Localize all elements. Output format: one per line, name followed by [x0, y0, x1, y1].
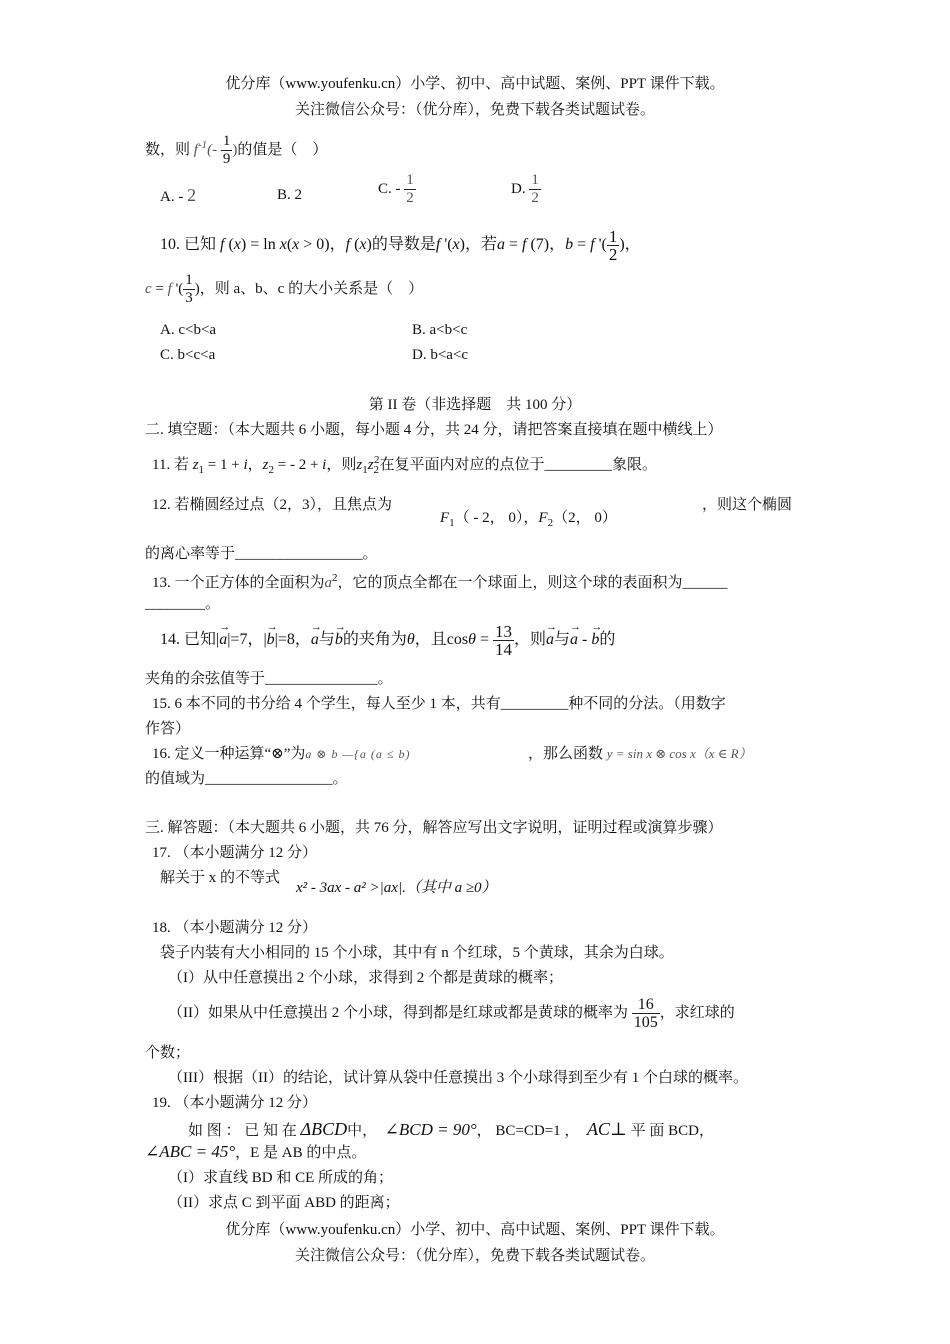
q16-stem-line1: 16. 定义一种运算“⊗”为a ⊗ b —{a (a ≤ b)	[152, 746, 411, 762]
q17-inequality: x² - 3ax - a² >|ax|.（其中 a ≥0）	[296, 880, 497, 896]
q14-stem-line1: 14. 已知|→ a|=7，|→ b|=8，→ a与→ b的夹角为θ，且cosθ = $\frac{13}{14}$ ，则→ a与→ a - → b的	[160, 620, 615, 660]
q19-stem-line1: 如 图 ： 已 知 在 ΔBCD中， ∠BCD = 90°， BC=CD=1 ， AC⊥ 平 面 BCD，	[188, 1119, 714, 1139]
q18-part2: （II）如果从中任意摸出 2 个小球，得到都是红球或都是黄球的概率为 $\frac{16}{105}$ ，求红球的	[168, 996, 735, 1032]
q12-stem-line1: 12. 若椭圆经过点（2，3），且焦点为	[152, 497, 393, 513]
part2-title: 第 II 卷（非选择题 共 100 分）	[368, 397, 582, 413]
header-line-1: 优分库（www.youfenku.cn）小学、初中、高中试题、案例、PPT 课件下载。	[225, 76, 725, 92]
q10-option-c: C. b<c<a	[160, 347, 216, 363]
q9-option-c: C. - $\frac{1}{2}$	[378, 172, 414, 206]
q18-label: 18. （本小题满分 12 分）	[152, 920, 318, 936]
q10-label: 10. 已知	[160, 236, 217, 254]
q15-stem-line2: 作答）	[145, 721, 191, 737]
q9-stem: 数，则 $f^{-1}(-$ $\frac{1}{9}$ )的值是（ ）	[145, 133, 328, 168]
q9-suffix: 的值是（ ）	[237, 142, 328, 158]
q15-stem-line1: 15. 6 本不同的书分给 4 个学生，每人至少 1 本，共有_________种不同的分法。（用数字	[152, 696, 726, 712]
q19-part1: （I）求直线 BD 和 CE 所成的角；	[168, 1170, 394, 1186]
q17-label: 17. （本小题满分 12 分）	[152, 845, 318, 861]
fill-heading: 二. 填空题：（本大题共 6 小题，每小题 4 分，共 24 分，请把答案直接填在题中横线上）	[145, 422, 723, 438]
q13-stem-line1: 13. 一个正方体的全面积为$a^2$，它的顶点全都在一个球面上，则这个球的表面积为______	[152, 572, 728, 591]
q18-intro: 袋子内装有大小相同的 15 个小球，其中有 n 个红球，5 个黄球，其余为白球。	[160, 945, 674, 961]
q9-option-d: D. $\frac{1}{2}$	[511, 172, 539, 206]
q14-stem-line2: 夹角的余弦值等于_______________。	[145, 671, 393, 687]
q10-option-b: B. a<b<c	[412, 322, 468, 338]
q9-option-b: B. 2	[277, 187, 303, 203]
q17-text: 解关于 x 的不等式	[160, 870, 281, 886]
footer-line-2: 关注微信公众号：（优分库），免费下载各类试题试卷。	[294, 1248, 655, 1264]
header-line-2: 关注微信公众号：（优分库），免费下载各类试题试卷。	[294, 102, 655, 118]
q16-stem-line2: 的值域为_________________。	[145, 771, 348, 787]
q11-stem: 11. 若 $z_1 = 1 + i$，$z_2$ = - 2 + i，则$z_1z_2^2$在复平面内对应的点位于_________象限。	[152, 454, 658, 476]
q10-option-a: A. c<b<a	[160, 322, 217, 338]
q18-part1: （I）从中任意摸出 2 个小球，求得到 2 个都是黄球的概率；	[168, 970, 563, 986]
q19-part2: （II）求点 C 到平面 ABD 的距离；	[168, 1195, 400, 1211]
q19-label: 19. （本小题满分 12 分）	[152, 1095, 318, 1111]
q10-option-d: D. b<a<c	[412, 347, 469, 363]
q9-inverse-arg: $\frac{1}{9}$	[222, 133, 231, 168]
q18-part3: （III）根据（II）的结论，试计算从袋中任意摸出 3 个小球得到至少有 1 个白球的概率。	[168, 1070, 748, 1086]
q10-stem-line1: 10. 已知 f (x) = ln x(x > 0)，f (x)的导数是f '(x)，若a = f (7)，b = f '( $\frac{1}{2}$ )，	[160, 227, 641, 264]
q18-part2-line2: 个数；	[145, 1045, 191, 1061]
q9-option-a: A. - 2	[160, 185, 197, 205]
q16-tail: ，那么函数 y = sin x ⊗ cos x（x ∈ R）	[528, 746, 752, 762]
q12-foci: $F_1( - 2$， 0），$F_2(2$， 0）	[440, 510, 617, 529]
q9-inverse-fn: $f^{-1}(-$	[193, 139, 218, 158]
solve-heading: 三. 解答题：（本大题共 6 小题，共 76 分，解答应写出文字说明，证明过程或演算步骤）	[145, 820, 723, 836]
q12-tail: ，则这个椭圆	[702, 497, 793, 513]
q9-prefix: 数，则	[145, 142, 191, 158]
footer-line-1: 优分库（www.youfenku.cn）小学、初中、高中试题、案例、PPT 课件下载。	[225, 1222, 725, 1238]
q12-stem-line2: 的离心率等于_________________。	[145, 546, 378, 562]
q19-stem-line2: ∠ABC = 45°，E 是 AB 的中点。	[145, 1142, 367, 1161]
q13-stem-line2: ________。	[145, 596, 221, 612]
q10-stem-line2: c = f '( $\frac{1}{3}$ )，则 a、b、c 的大小关系是（ ）	[145, 272, 424, 307]
